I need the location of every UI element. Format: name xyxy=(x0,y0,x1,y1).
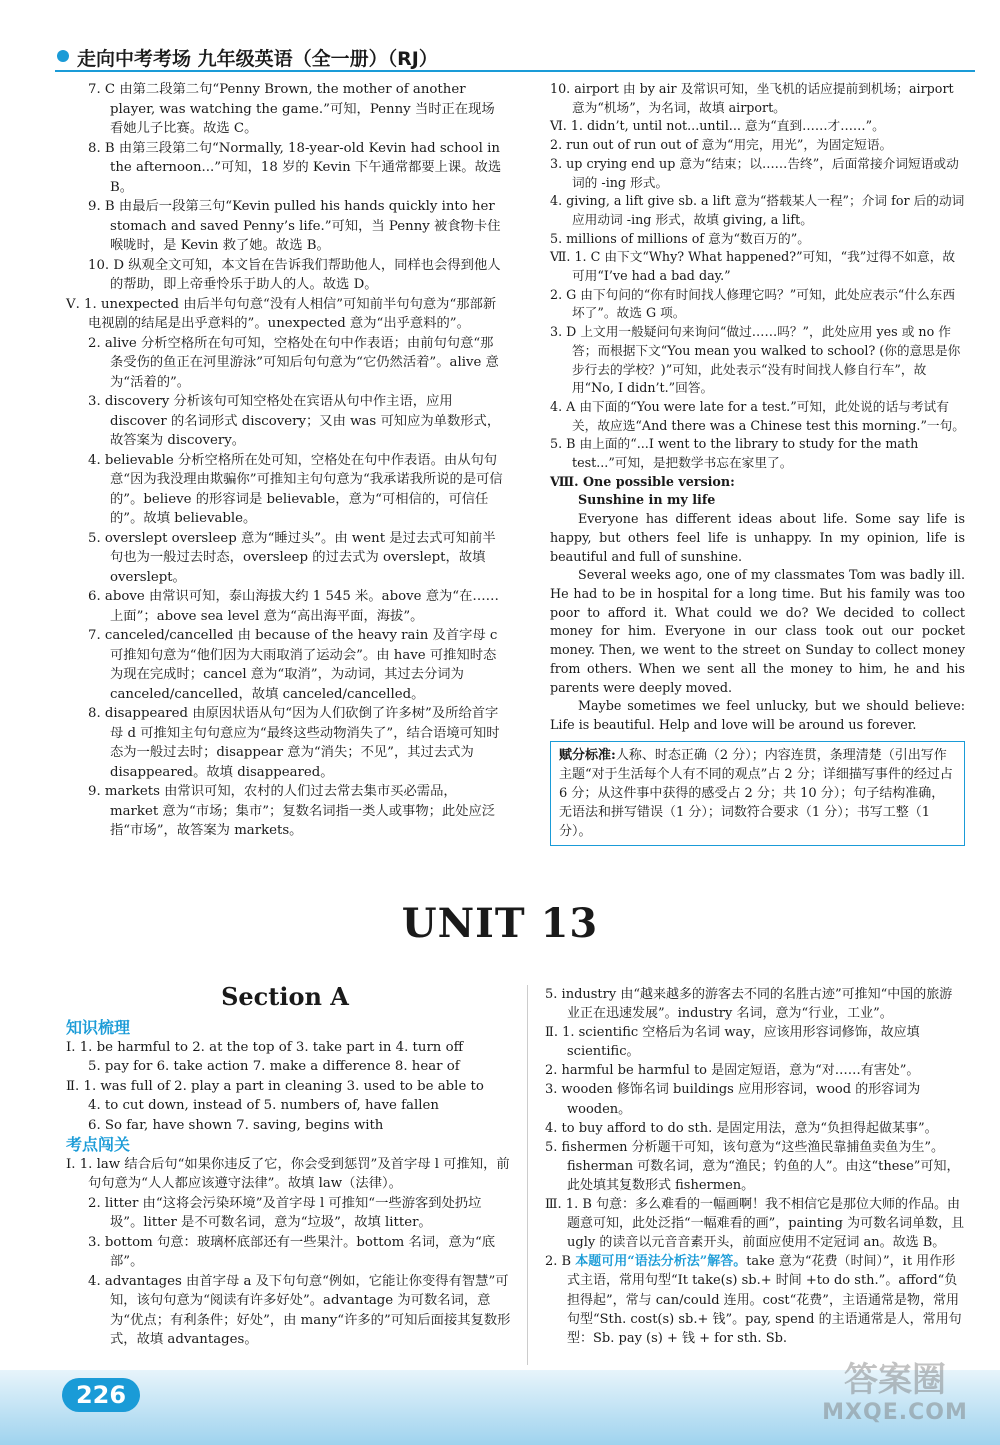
answer-item: 10. D 纵观全文可知，本文旨在告诉我们帮助他人，同样也会得到他人的帮助，即上帝垂怜乐于助人的人。故选 D。 xyxy=(88,257,501,292)
answer-item: 3. up crying end up 意为“结束；以……告终”，后面常接介词短语或动词的 -ing 形式。 xyxy=(550,155,959,190)
answer-item: 5. industry 由“越来越多的游客去不同的名胜古迹”可推知“中国的旅游业正在迅速发展”。industry 名词，意为“行业，工业”。 xyxy=(545,987,953,1022)
answer-item: 8. disappeared 由原因状语从句“因为人们砍倒了许多树”及所给首字母 d 可推知主句句意应为“最终这些动物消失了”，结合语境可知时态为一般过去时；disappear 意为“消失；不见”，其过去式为 disappeared。故填 disappeared。 xyxy=(88,706,500,780)
answer-line: 6. So far, have shown 7. saving, begins with xyxy=(88,1117,384,1133)
answer-prefix: 2. B xyxy=(545,1254,576,1270)
bullet-dot-icon xyxy=(57,50,69,62)
answer-text: take 意为“花费（时间）”，it 用作形式主语，常用句型“It take(s) sb.+ 时间 +to do sth.”。afford“负担得起”，常与 can/could 连用。cost“花费”，主语通常是物，常用句型“Sth. cost(s) sb.+ 钱”。pay, spend 的主语通常是人，常用句型：Sb. pay (s) + 钱 + for sth. Sb. xyxy=(567,1254,962,1346)
essay-paragraph: Several weeks ago, one of my classmates Tom was badly ill. He had to be in hospital for a long time. But his family was too poor to afford it. What could we do? We decided to collect money for him. Everyone in our class took out our pocket money. Then, we went to the street on Sunday to collect money from others. When we sent all the money to him, he and his parents were deeply moved. xyxy=(550,567,965,695)
answer-item: 5. overslept oversleep 意为“睡过头”。由 went 是过去式可知前半句也为一般过去时态，oversleep 的过去式为 overslept，故填 overslept。 xyxy=(88,530,496,585)
answer-item: 2. run out of run out of 意为“用完，用光”，为固定短语。 xyxy=(550,137,893,153)
answer-item: 7. C 由第二段第二句“Penny Brown, the mother of another player, was watching the game.”可知，Penny 当时正在现场看她儿子比赛。故选 C。 xyxy=(88,82,495,136)
answer-item: Ⅶ. 1. C 由下文“Why? What happened?”可知，“我”过得不如意，故可用“I’ve had a bad day.” xyxy=(550,249,956,284)
answer-item: 4. to buy afford to do sth. 是固定用法，意为“负担得起做某事”。 xyxy=(545,1120,938,1136)
column-divider xyxy=(527,985,528,1365)
answer-line: Ⅱ. 1. was full of 2. play a part in cleaning 3. used to be able to xyxy=(66,1078,484,1094)
sample-essay xyxy=(550,491,965,734)
essay-paragraph: Everyone has different ideas about life. Some say life is happy, but others feel life is unhappy. In my opinion, life is beautiful and full of sunshine. xyxy=(550,511,965,564)
answer-item: 6. above 由常识可知，泰山海拔大约 1 545 米。above 意为“在……上面”；above sea level 意为“高出海平面，海拔”。 xyxy=(88,589,499,624)
answer-item: Ⅱ. 1. scientific 空格后为名词 way，应该用形容词修饰，故应填 scientific。 xyxy=(545,1025,920,1060)
left-bottom-column xyxy=(66,1018,511,1350)
answer-item: 5. fishermen 分析题干可知，该句意为“这些渔民靠捕鱼卖鱼为生”。fisherman 可数名词，意为“渔民；钓鱼的人”。由这“these”可知，此处填其复数形式 fishermen。 xyxy=(545,1139,960,1193)
watermark xyxy=(800,1360,990,1435)
answer-item: Ⅴ. 1. unexpected 由后半句句意“没有人相信”可知前半句句意为“那部新电视剧的结尾是出乎意料的”。unexpected 意为“出乎意料的”。 xyxy=(66,296,497,331)
right-top-column xyxy=(550,80,965,846)
watermark-text: 答案圈 xyxy=(844,1360,946,1400)
answer-item: 8. B 由第三段第二句“Normally, 18-year-old Kevin had school in the afternoon...”可知，18 岁的 Kevin 下午通常都要上课。故选 B。 xyxy=(88,140,502,195)
section-heading: 考点闯关 xyxy=(66,1135,131,1154)
answer-item: 2. harmful be harmful to 是固定短语，意为“对……有害处”。 xyxy=(545,1063,920,1079)
header-rule xyxy=(55,70,975,72)
answer-line: 5. pay for 6. take action 7. make a difference 8. hear of xyxy=(88,1059,460,1074)
answer-item: Ⅲ. 1. B 句意：多么难看的一幅画啊！我不相信它是那位大师的作品。由题意可知，此处泛指“一幅难看的画”，painting 为可数名词单数，且 ugly 的读音以元音音素开头，前面应使用不定冠词 an。故选 B。 xyxy=(545,1197,965,1251)
essay-paragraph: Maybe sometimes we feel unlucky, but we should believe: Life is beautiful. Help and love will be around us forever. xyxy=(550,698,965,732)
answer-item: Ⅵ. 1. didn’t, until not...until... 意为“直到……才……”。 xyxy=(550,118,885,134)
answer-item: 3. D 上文用一般疑问句来询问“做过……吗？”，此处应用 yes 或 no 作答；而根据下文“You mean you walked to school? (你的意思是你步行去的学校？)”可知，此处表示“没有时间找人修自行车”，故用“No, I didn’t.”回答。 xyxy=(550,324,961,396)
answer-item: 4. advantages 由首字母 a 及下句句意“例如，它能让你变得有智慧”可知，该句句意为“阅读有许多好处”。advantage 为可数名词，意为“优点；有利条件；好处”，由 many“许多的”可知后面接其复数形式，故填 advantages。 xyxy=(88,1273,511,1347)
header-title: 走向中考考场 九年级英语（全一册）（RJ） xyxy=(77,48,438,70)
essay-title: Sunshine in my life xyxy=(578,492,716,508)
answer-item: Ⅰ. 1. law 结合后句“如果你违反了它，你会受到惩罚”及首字母 l 可推知，前句句意为“人人都应该遵守法律”。故填 law（法律）。 xyxy=(66,1156,510,1191)
section-heading: 知识梳理 xyxy=(66,1018,131,1037)
scoring-label: 赋分标准: xyxy=(559,747,616,763)
answer-item: 3. wooden 修饰名词 buildings 应用形容词，wood 的形容词为 wooden。 xyxy=(545,1082,921,1117)
answer-item: 2. alive 分析空格所在句可知，空格处在句中作表语；由前句句意“那条受伤的鱼正在河里游泳”可知后句句意为“它仍然活着”。alive 意为“活着的”。 xyxy=(88,335,499,390)
answer-item: 3. discovery 分析该句可知空格处在宾语从句中作主语，应用 discover 的名词形式 discovery；又由 was 可知应为单数形式，故答案为 discovery。 xyxy=(88,394,501,448)
answer-line: 4. to cut down, instead of 5. numbers of, have fallen xyxy=(88,1098,439,1113)
answer-item: 9. markets 由常识可知，农村的人们过去常去集市买必需品，market 意为“市场；集市”；复数名词指一类人或事物；此处应泛指“市场”，故答案为 markets。 xyxy=(88,784,496,838)
answer-item: 10. airport 由 by air 及常识可知，坐飞机的话应提前到机场；airport 意为“机场”，为名词，故填 airport。 xyxy=(550,81,954,115)
answer-item xyxy=(545,1252,965,1347)
answer-item: 9. B 由最后一段第三句“Kevin pulled his hands quickly into her stomach and saved Penny’s life.”可知，当 Penny 被食物卡住喉咙时，是 Kevin 救了她。故选 B。 xyxy=(88,199,501,253)
answer-item: 7. canceled/cancelled 由 because of the heavy rain 及首字母 c 可推知句意为“他们因为大雨取消了运动会”。由 have 可推知时态为现在完成时；cancel 意为“取消”，为动词，其过去分词为 canceled/cancelled，故填 canceled/cancelled。 xyxy=(88,628,498,702)
scoring-text: 人称、时态正确（2 分）；内容连贯，条理清楚（引出写作主题“对于生活每个人有不同的观点”占 2 分；详细描写事件的经过占 6 分；从这件事中获得的感受占 2 分；共 10 分）；句子结构准确，无语法和拼写错误（1 分）；词数符合要求（1 分）；书写工整（1 分）。 xyxy=(559,747,953,839)
answer-line: Ⅰ. 1. be harmful to 2. at the top of 3. take part in 4. turn off xyxy=(66,1039,464,1055)
left-top-column xyxy=(66,80,503,841)
right-bottom-column xyxy=(545,985,965,1348)
answer-item: 2. G 由下句问的“你有时间找人修理它吗？”可知，此处应表示“什么东西坏了”。故选 G 项。 xyxy=(550,286,956,321)
answer-item: 4. believable 分析空格所在处可知，空格处在句中作表语。由从句句意“因为我没理由欺骗你”可推知主句句意为“我承诺我所说的是可信的”。believe 的形容词是 believable，意为“可相信的，可信任的”。故填 believable。 xyxy=(88,452,503,526)
answer-item: 5. B 由上面的“...I went to the library to study for the math test...”可知，是把数学书忘在家里了。 xyxy=(550,436,919,471)
page-header xyxy=(55,44,980,72)
section-title: Section A xyxy=(221,982,349,1011)
writing-heading: Ⅷ. One possible version: xyxy=(550,473,735,489)
page-number: 226 xyxy=(62,1378,140,1412)
answer-item: 4. giving, a lift give sb. a lift 意为“搭载某人一程”；介词 for 后的动词应用动词 -ing 形式，故填 giving, a lift。 xyxy=(550,193,965,227)
method-highlight: 本题可用“语法分析法”解答。 xyxy=(575,1254,747,1270)
answer-item: 4. A 由下面的“You were late for a test.”可知，此处说的话与考试有关，故应选“And there was a Chinese test this morning.”一句。 xyxy=(550,398,965,433)
unit-title: UNIT 13 xyxy=(401,900,599,947)
scoring-box xyxy=(550,741,965,846)
answer-item: 2. litter 由“这将会污染环境”及首字母 l 可推知“一些游客到处扔垃圾”。litter 是不可数名词，意为“垃圾”，故填 litter。 xyxy=(88,1195,482,1230)
answer-item: 3. bottom 句意：玻璃杯底部还有一些果汁。bottom 名词，意为“底部”。 xyxy=(88,1234,496,1269)
watermark-url: MXQE.COM xyxy=(822,1400,968,1425)
answer-item: 5. millions of millions of 意为“数百万的”。 xyxy=(550,230,810,246)
